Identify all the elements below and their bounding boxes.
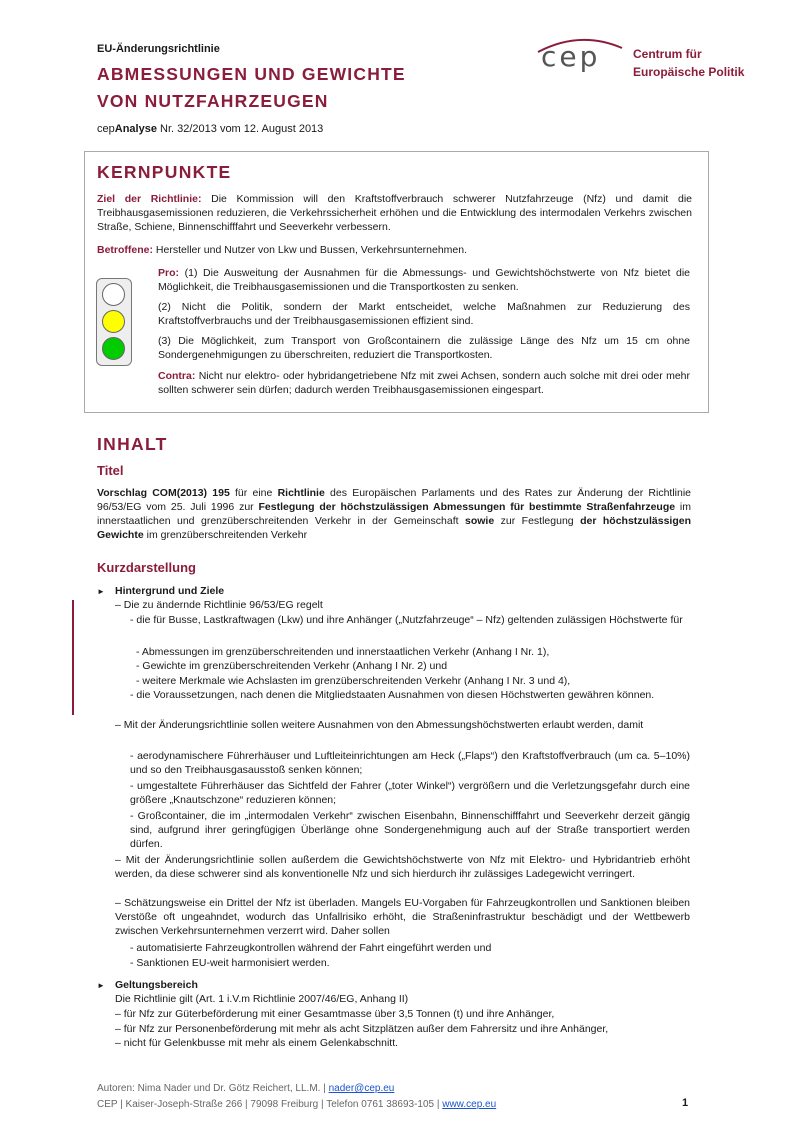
list-item: – für Nfz zur Güterbeförderung mit einer Gesamtmasse über 3,5 Tonnen (t) und ihre Anhänger, <box>115 1008 555 1020</box>
scope-heading: Geltungsbereich <box>115 979 198 991</box>
arrow-bullet-icon: ► <box>97 587 105 596</box>
margin-rule <box>72 600 74 715</box>
traffic-light-top <box>102 283 125 306</box>
list-item: - Sanktionen EU-weit harmonisiert werden. <box>130 957 330 969</box>
list-item: - automatisierte Fahrzeugkontrollen während der Fahrt eingeführt werden und <box>130 942 492 954</box>
list-item: - weitere Merkmale wie Achslasten im grenzüberschreitenden Verkehr (Anhang I Nr. 3 und 4), <box>136 675 571 687</box>
list-item: - umgestaltete Führerhäuser das Sichtfeld der Fahrer („toter Winkel“) vergrößern und die Verletzungsgefahr durch eine größere „Knautschzone“ reduzieren können; <box>130 780 690 806</box>
list-item: - Gewichte im grenzüberschreitenden Verkehr (Anhang I Nr. 2) und <box>136 660 448 672</box>
contra-paragraph: Contra: Nicht nur elektro- oder hybridangetriebene Nfz mit zwei Achsen, sondern auch solche mit drei oder mehr sollten schwerer sein dürfen; dadurch werden Treibhausgasemissionen eingespart. <box>158 370 690 396</box>
list-item: – Mit der Änderungsrichtlinie sollen weitere Ausnahmen von den Abmessungshöchstwerten erlaubt werden, damit <box>115 719 644 731</box>
list-item: – nicht für Gelenkbusse mit mehr als einem Gelenkabschnitt. <box>115 1037 399 1049</box>
footer-authors: Autoren: Nima Nader und Dr. Götz Reichert, LL.M. | nader@cep.eu <box>97 1083 395 1094</box>
list-item: - die Voraussetzungen, nach denen die Mitgliedstaaten Ausnahmen von diesen Höchstwerten gewähren können. <box>130 689 655 701</box>
list-item: - Großcontainer, die im „intermodalen Verkehr“ zwischen Eisenbahn, Binnenschifffahrt und Seeverkehr derzeit gängig sind, aufgrund ihrer geringfügigen Überlänge ohne Sondergenehmigung auch auf der Straße transportiert werden dürfen. <box>130 810 690 850</box>
list-item: - die für Busse, Lastkraftwagen (Lkw) und ihre Anhänger („Nutzfahrzeuge“ – Nfz) geltenden zulässigen Höchstwerte für <box>130 614 683 626</box>
title-subheading: Titel <box>97 463 124 478</box>
list-item: – Mit der Änderungsrichtlinie sollen außerdem die Gewichtshöchstwerte von Nfz mit Elektro- und Hybridantrieb erhöht werden, da diese schwerer sind als konventionelle Nfz und sich hierdurch ihr zulässiges Ladegewicht verringert. <box>115 854 690 880</box>
traffic-light-bottom <box>102 337 125 360</box>
affected-paragraph: Betroffene: Hersteller und Nutzer von Lkw und Bussen, Verkehrsunternehmen. <box>97 244 468 256</box>
pro-paragraph-3: (3) Die Möglichkeit, zum Transport von Großcontainern die zulässige Länge des Nfz um 15 cm ohne Sondergenehmigungen zu überschreiten, reduziert die Transportkosten. <box>158 335 690 361</box>
summary-subheading: Kurzdarstellung <box>97 560 196 575</box>
proposal-title-paragraph: Vorschlag COM(2013) 195 für eine Richtlinie des Europäischen Parlaments und des Rates zur Änderung der Richtlinie 96/53/EG vom 25. Juli 1996 zur Festlegung der höchstzulässigen Abmessungen für bestimmte Straßenfahrzeuge im innerstaatlichen und grenzüberschreitenden Verkehr in der Gemeinschaft sowie zur Festlegung der höchstzulässigen Gewichte im grenzüberschreitenden Verkehr <box>97 487 692 541</box>
content-heading: INHALT <box>97 434 168 454</box>
key-points-heading: KERNPUNKTE <box>97 162 232 182</box>
document-type: EU-Änderungsrichtlinie <box>97 43 220 55</box>
title-line-2: VON NUTZFAHRZEUGEN <box>97 91 329 111</box>
list-item: – Schätzungsweise ein Drittel der Nfz ist überladen. Mangels EU-Vorgaben für Fahrzeugkontrollen und Sanktionen bleiben Verstöße oft ungeahndet, wodurch das Unfallrisiko erhöht, die Straßeninfrastruktur beschädigt und der Wettbewerb zwischen Verkehrsunternehmen verzerrt wird. Daher sollen <box>115 897 690 937</box>
pro-paragraph-2: (2) Nicht die Politik, sondern der Markt entscheidet, welche Maßnahmen zur Reduzierung des Kraftstoffverbrauchs und der Treibhausgasemissionen effizient sind. <box>158 301 690 327</box>
subtitle: cepAnalyse Nr. 32/2013 vom 12. August 2013 <box>97 123 324 135</box>
pro-paragraph-1: Pro: (1) Die Ausweitung der Ausnahmen für die Abmessungs- und Gewichtshöchstwerte von Nfz bietet die Möglichkeit, die Treibhausgasemissionen und die Transportkosten zu senken. <box>158 267 690 293</box>
author-email-link[interactable]: nader@cep.eu <box>328 1083 395 1094</box>
list-item: – für Nfz zur Personenbeförderung mit mehr als acht Sitzplätzen außer dem Fahrersitz und ihre Anhänger, <box>115 1023 609 1035</box>
goal-paragraph: Ziel der Richtlinie: Die Kommission will den Kraftstoffverbrauch schwerer Nutzfahrzeuge (Nfz) und damit die Treibhausgasemissionen reduzieren, die Verkehrssicherheit erhöhen und die Entwicklung des intermodalen Verkehrs zwischen Straße, Schiene, Binnenschifffahrt und Seeverkehr verbessern. <box>97 193 693 233</box>
traffic-light-middle <box>102 310 125 333</box>
arrow-bullet-icon: ► <box>97 981 105 990</box>
list-item: – Die zu ändernde Richtlinie 96/53/EG regelt <box>115 599 323 611</box>
list-item: Die Richtlinie gilt (Art. 1 i.V.m Richtlinie 2007/46/EG, Anhang II) <box>115 993 409 1005</box>
list-item: - Abmessungen im grenzüberschreitenden und innerstaatlichen Verkehr (Anhang I Nr. 1), <box>136 646 550 658</box>
cep-logo-mark: cep <box>541 40 601 73</box>
traffic-light-icon <box>96 278 132 366</box>
background-heading: Hintergrund und Ziele <box>115 585 225 597</box>
footer-address: CEP | Kaiser-Joseph-Straße 266 | 79098 Freiburg | Telefon 0761 38693-105 | www.cep.eu <box>97 1099 497 1110</box>
title-line-1: ABMESSUNGEN UND GEWICHTE <box>97 64 406 84</box>
cep-logo-name: Centrum für Europäische Politik <box>633 47 745 79</box>
page-number: 1 <box>682 1097 689 1109</box>
website-link[interactable]: www.cep.eu <box>442 1099 497 1110</box>
list-item: - aerodynamischere Führerhäuser und Luftleiteinrichtungen am Heck („Flaps“) den Kraftstoffverbrauch (um ca. 5–10%) und so den Treibhausgasausstoß senken können; <box>130 750 690 776</box>
